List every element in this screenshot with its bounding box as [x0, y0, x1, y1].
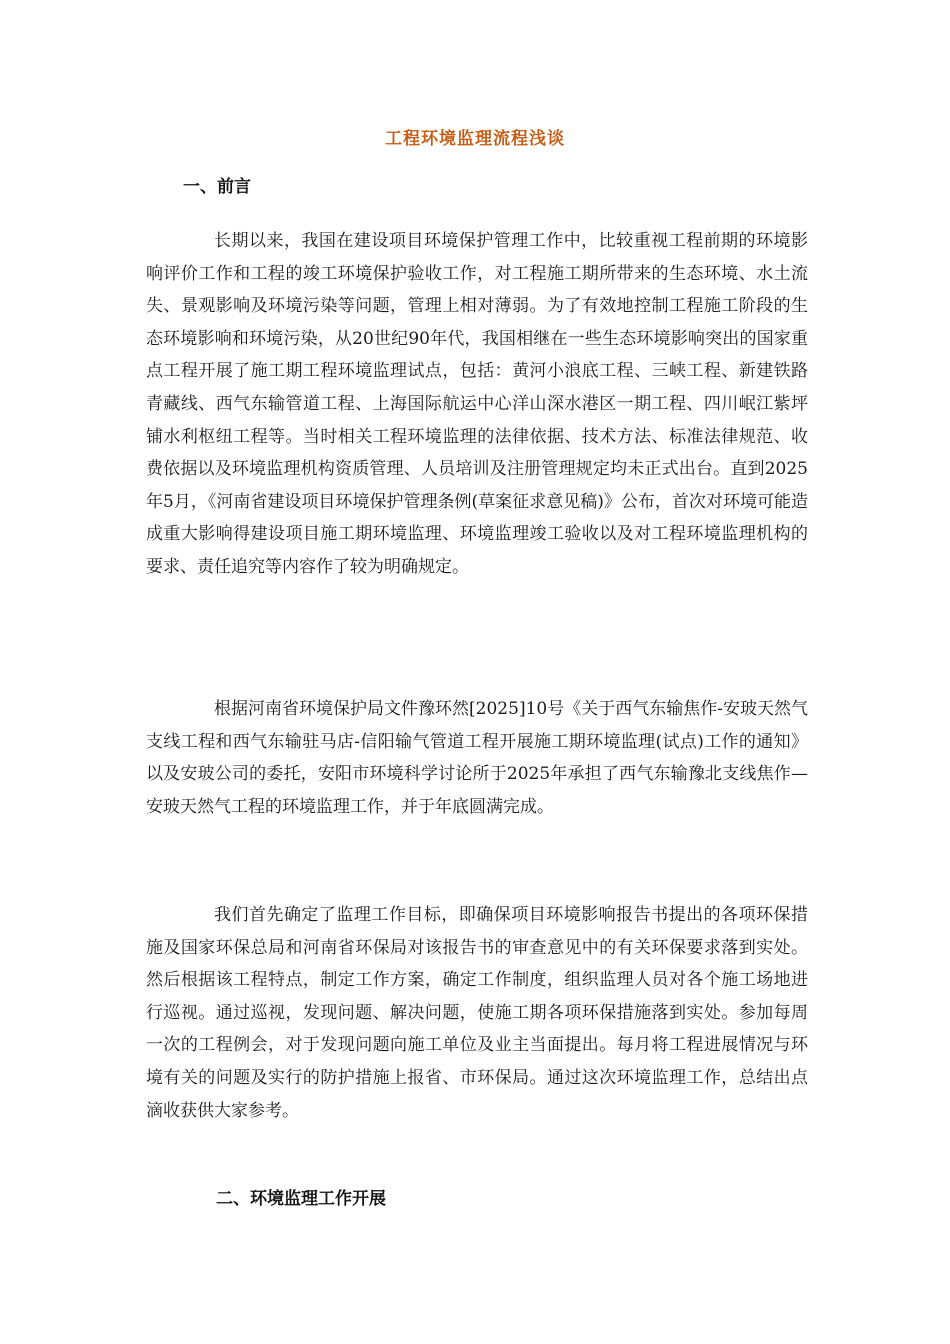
section-heading-supervision: 二、环境监理工作开展 — [216, 1189, 386, 1209]
paragraph-3: 我们首先确定了监理工作目标，即确保项目环境影响报告书提出的各项环保措施及国家环保总局和河南省环保局对该报告书的审查意见中的有关环保要求落到实处。然后根据该工程特点，制定工作方案，确定工作制度，组织监理人员对各个施工场地进行巡视。通过巡视，发现问题、解决问题，使施工期各项环保措施落到实处。参加每周一次的工程例会，对于发现问题向施工单位及业主当面提出。每月将工程进展情况与环境有关的问题及实行的防护措施上报省、市环保局。通过这次环境监理工作，总结出点滴收获供大家参考。 — [146, 905, 808, 1121]
paragraph-2: 根据河南省环境保护局文件豫环然[2025]10号《关于西气东输焦作-安玻天然气支线工程和西气东输驻马店-信阳输气管道工程开展施工期环境监理(试点)工作的通知》以及安玻公司的委托，安阳市环境科学讨论所于2025年承担了西气东输豫北支线焦作—安玻天然气工程的环境监理工作，并于年底圆满完成。 — [146, 699, 808, 817]
section-heading-preface: 一、前言 — [183, 177, 251, 197]
paragraph-1: 长期以来，我国在建设项目环境保护管理工作中，比较重视工程前期的环境影响评价工作和工程的竣工环境保护验收工作，对工程施工期所带来的生态环境、水土流失、景观影响及环境污染等问题，管理上相对薄弱。为了有效地控制工程施工阶段的生态环境影响和环境污染，从20世纪90年代，我国相继在一些生态环境影响突出的国家重点工程开展了施工期工程环境监理试点，包括：黄河小浪底工程、三峡工程、新建铁路青藏线、西气东输管道工程、上海国际航运中心洋山深水港区一期工程、四川岷江紫坪铺水利枢纽工程等。当时相关工程环境监理的法律依据、技术方法、标准法律规范、收费依据以及环境监理机构资质管理、人员培训及注册管理规定均未正式出台。直到2025年5月，《河南省建设项目环境保护管理条例(草案征求意见稿)》公布，首次对环境可能造成重大影响得建设项目施工期环境监理、环境监理竣工验收以及对工程环境监理机构的要求、责任追究等内容作了较为明确规定。 — [146, 231, 808, 577]
document-title: 工程环境监理流程浅谈 — [385, 129, 565, 149]
